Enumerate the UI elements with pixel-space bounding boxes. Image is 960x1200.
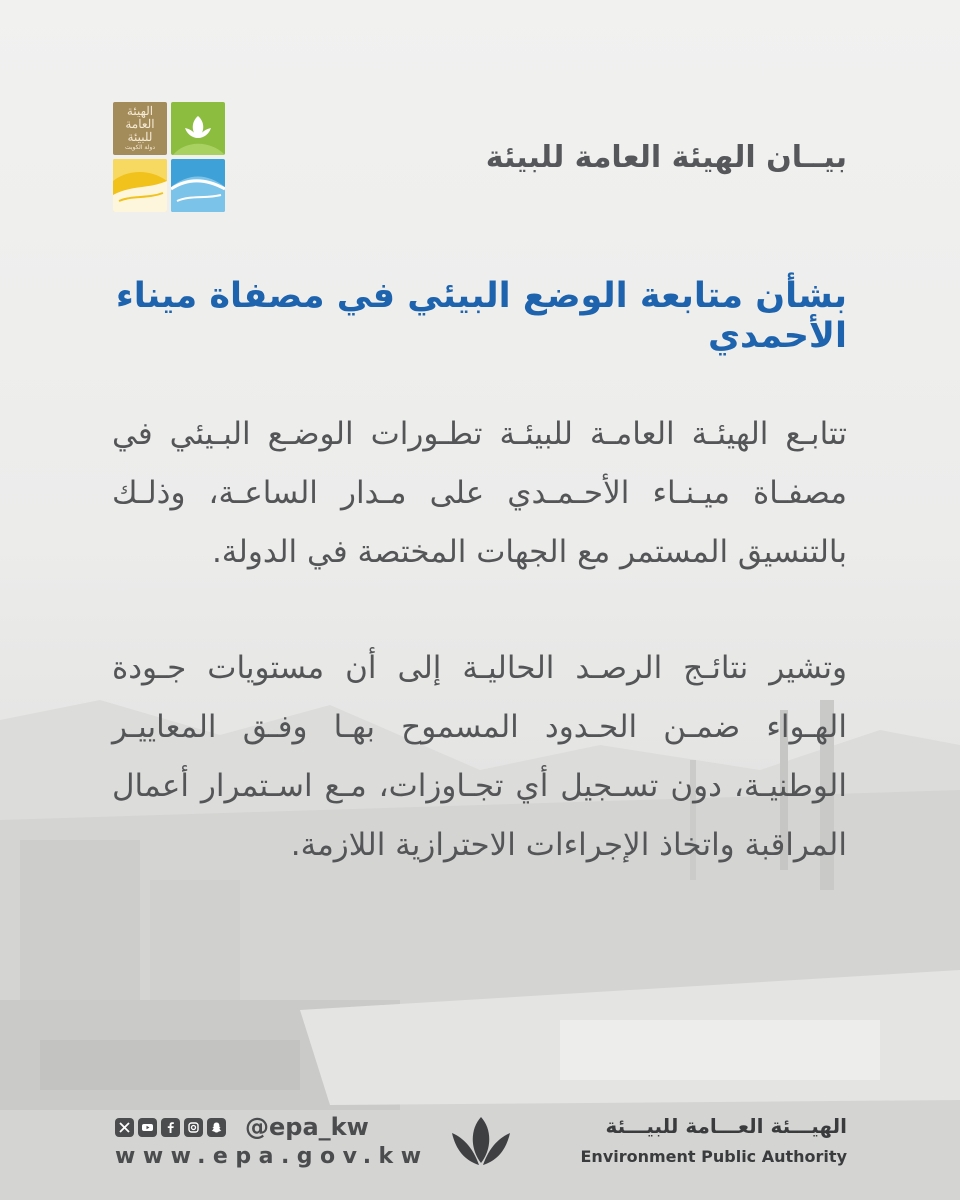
statement-header: بيــان الهيئة العامة للبيئة [485,140,847,175]
x-icon[interactable] [115,1118,134,1137]
social-handle[interactable]: @epa_kw [245,1113,369,1141]
leaf-icon [171,102,225,155]
instagram-icon[interactable] [184,1118,203,1137]
website-link[interactable]: www.epa.gov.kw [115,1144,429,1169]
snapchat-icon[interactable] [207,1118,226,1137]
logo-yellow-tile [113,159,167,212]
statement-paragraph-2: وتشير نتائـج الرصـد الحاليـة إلى أن مستويات جـودة الهـواء ضمـن الحـدود المسموح بهـا وفـق المعاييـر الوطنيـة، دون تسـجيل أي تجـاوزات، مـع اسـتمرار أعمال المراقبة واتخاذ الإجراءات الاحترازية اللازمة. [112,650,847,863]
logo-green-tile [171,102,225,155]
logo-line-4: دولة الكويت [125,144,155,151]
epa-logo [113,102,225,212]
logo-line-1: الهيئة [126,104,154,118]
water-icon [171,159,225,212]
youtube-icon[interactable] [138,1118,157,1137]
logo-line-3: للبيئة [127,130,153,144]
facebook-icon[interactable] [161,1118,180,1137]
logo-text-tile [113,102,167,155]
sun-icon [113,159,167,212]
org-name-english: Environment Public Authority [580,1147,847,1166]
logo-blue-tile [171,159,225,212]
org-name-arabic: الهيـــئة العـــامة للبيـــئة [605,1114,847,1138]
epa-emblem-icon [448,1113,514,1171]
logo-line-2: العامة [125,117,155,131]
statement-title: بشأن متابعة الوضع البيئي في مصفاة ميناء الأحمدي [115,276,847,356]
social-icons [115,1118,226,1137]
statement-paragraph-1: تتابـع الهيئـة العامـة للبيئـة تطـورات الوضـع البـيئي في مصفـاة ميـنـاء الأحـمـدي على مـدار الساعـة، وذلـك بالتنسيق المستمر مع الجهات المختصة في الدولة. [112,416,847,570]
